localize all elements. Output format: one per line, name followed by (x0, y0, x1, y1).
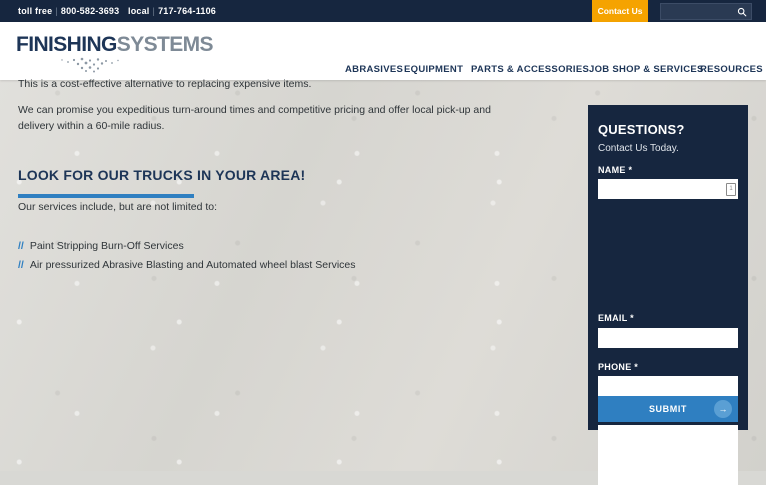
phone-label: PHONE * (598, 362, 639, 372)
phone-field[interactable] (598, 376, 738, 396)
search-input[interactable] (661, 4, 733, 19)
nav-item-equipment[interactable]: EQUIPMENT (404, 64, 464, 75)
tollfree-label: toll free (18, 6, 53, 16)
local-number[interactable]: 717-764-1106 (158, 6, 217, 16)
paragraph-turnaround: We can promise you expeditious turn-around times and competitive pricing and offer local pick-up and delivery within a 60-mile radius. (18, 104, 491, 132)
nav-item-parts-accessories[interactable]: PARTS & ACCESSORIES (471, 64, 590, 75)
name-field[interactable] (598, 179, 738, 199)
tollfree-phone[interactable]: toll free | 800-582-3693 (18, 6, 120, 16)
list-item (18, 256, 498, 275)
list-item-label: Paint Stripping Burn-Off Services (29, 240, 184, 252)
arrow-right-icon[interactable]: → (714, 400, 732, 418)
submit-button[interactable]: SUBMIT (598, 396, 738, 422)
contact-form-card (588, 105, 748, 430)
list-item-label: Air pressurized Abrasive Blasting and Automated wheel blast Services (29, 259, 356, 271)
list-bullet: // (18, 259, 24, 271)
logo-text (16, 34, 216, 56)
search-icon[interactable] (735, 4, 749, 19)
message-field[interactable] (598, 425, 738, 485)
accent-rule (18, 194, 194, 198)
local-phone[interactable]: local | 717-764-1106 (128, 6, 217, 16)
services-list (18, 237, 498, 275)
section-heading: LOOK FOR OUR TRUCKS IN YOUR AREA! (18, 167, 306, 183)
form-subtitle: Contact Us Today. (598, 143, 679, 154)
form-title: QUESTIONS? (598, 122, 685, 137)
local-label: local (128, 6, 150, 16)
logo-text-secondary: SYSTEMS (116, 33, 213, 56)
site-header (0, 22, 766, 80)
email-label: EMAIL * (598, 313, 634, 323)
list-bullet: // (18, 240, 24, 252)
logo-text-primary: FINISHING (16, 33, 117, 56)
utility-bar (0, 0, 766, 22)
contact-us-button[interactable]: Contact Us (592, 0, 648, 22)
logo[interactable] (16, 34, 216, 74)
nav-item-job-shop-services[interactable]: JOB SHOP & SERVICES (589, 64, 704, 75)
name-label: NAME * (598, 165, 633, 175)
paragraph-services-intro: Our services include, but are not limited to: (18, 201, 218, 213)
nav-item-abrasives[interactable]: ABRASIVES (345, 64, 404, 75)
list-item (18, 237, 498, 256)
nav-item-resources[interactable]: RESOURCES (700, 64, 763, 75)
paragraph-cost-effective: This is a cost-effective alternative to replacing expensive items. (18, 78, 312, 90)
email-field[interactable] (598, 328, 738, 348)
search-box[interactable] (660, 3, 752, 20)
logo-mark (16, 57, 216, 73)
name-field-indicator-icon: 1 (726, 183, 736, 196)
tollfree-number[interactable]: 800-582-3693 (60, 6, 120, 16)
